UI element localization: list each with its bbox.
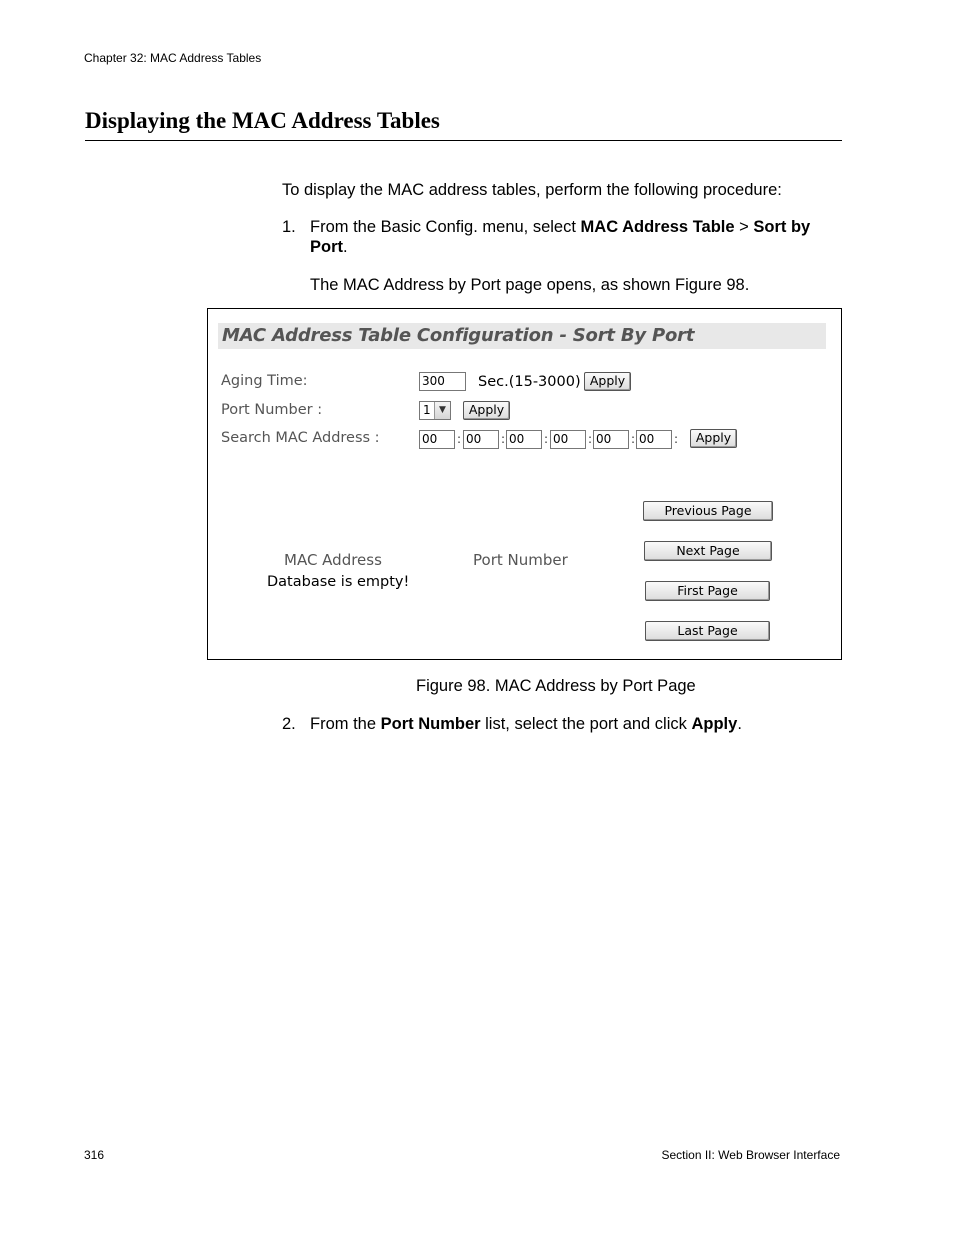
mac-octet-input[interactable]: 00 [506,430,542,449]
step-1-note: The MAC Address by Port page opens, as shown Figure 98. [310,276,750,294]
mac-separator: : [674,432,679,446]
field-ref: Port Number [380,715,481,733]
running-footer-section: Section II: Web Browser Interface [661,1148,840,1162]
mac-separator: : [457,432,462,446]
menu-item-ref: Sort by Port [310,218,811,256]
mac-separator: : [588,432,593,446]
title-divider [85,140,842,141]
step-text-part: list, select the port and click [480,715,692,733]
figure-screenshot [207,308,842,660]
mac-octet-input[interactable]: 00 [463,430,499,449]
mac-octet-input[interactable]: 00 [550,430,586,449]
previous-page-button[interactable]: Previous Page [643,501,773,521]
menu-item-ref: MAC Address Table [580,218,735,236]
step-text-part: . [343,238,348,256]
port-apply-button[interactable]: Apply [463,401,510,420]
last-page-button[interactable]: Last Page [645,621,770,641]
step-text [310,217,840,257]
column-header-mac-address: MAC Address [284,551,382,569]
step-text [310,714,840,734]
port-number-label: Port Number : [221,402,323,418]
page-number: 316 [84,1148,105,1162]
config-panel-heading: MAC Address Table Configuration - Sort By Port [218,323,826,349]
mac-separator: : [631,432,636,446]
button-ref: Apply [691,715,738,733]
port-number-value: 1 [423,403,431,417]
search-apply-button[interactable]: Apply [690,429,737,448]
aging-time-input[interactable]: 300 [419,372,466,391]
running-header: Chapter 32: MAC Address Tables [84,51,262,65]
column-header-port-number: Port Number [473,551,568,569]
step-text-part: From the [310,715,381,733]
chevron-down-icon: ▼ [434,402,450,419]
first-page-button[interactable]: First Page [645,581,770,601]
step-number: 2. [282,715,296,733]
mac-octet-input[interactable]: 00 [636,430,672,449]
menu-separator: > [734,218,754,236]
step-text-part: From the Basic Config. menu, select [310,218,581,236]
mac-separator: : [501,432,506,446]
aging-apply-button[interactable]: Apply [584,372,631,391]
next-page-button[interactable]: Next Page [644,541,772,561]
intro-paragraph: To display the MAC address tables, perform the following procedure: [282,181,782,199]
aging-time-label: Aging Time: [221,373,308,389]
figure-caption: Figure 98. MAC Address by Port Page [416,677,696,695]
mac-octet-input[interactable]: 00 [419,430,455,449]
empty-table-message: Database is empty! [267,574,410,590]
mac-separator: : [544,432,549,446]
step-number: 1. [282,218,296,236]
mac-octet-input[interactable]: 00 [593,430,629,449]
port-number-select[interactable] [419,401,451,420]
step-text-part: . [737,715,742,733]
page-title: Displaying the MAC Address Tables [85,108,440,133]
search-mac-label: Search MAC Address : [221,430,380,446]
aging-time-unit: Sec.(15-3000) [478,374,581,390]
